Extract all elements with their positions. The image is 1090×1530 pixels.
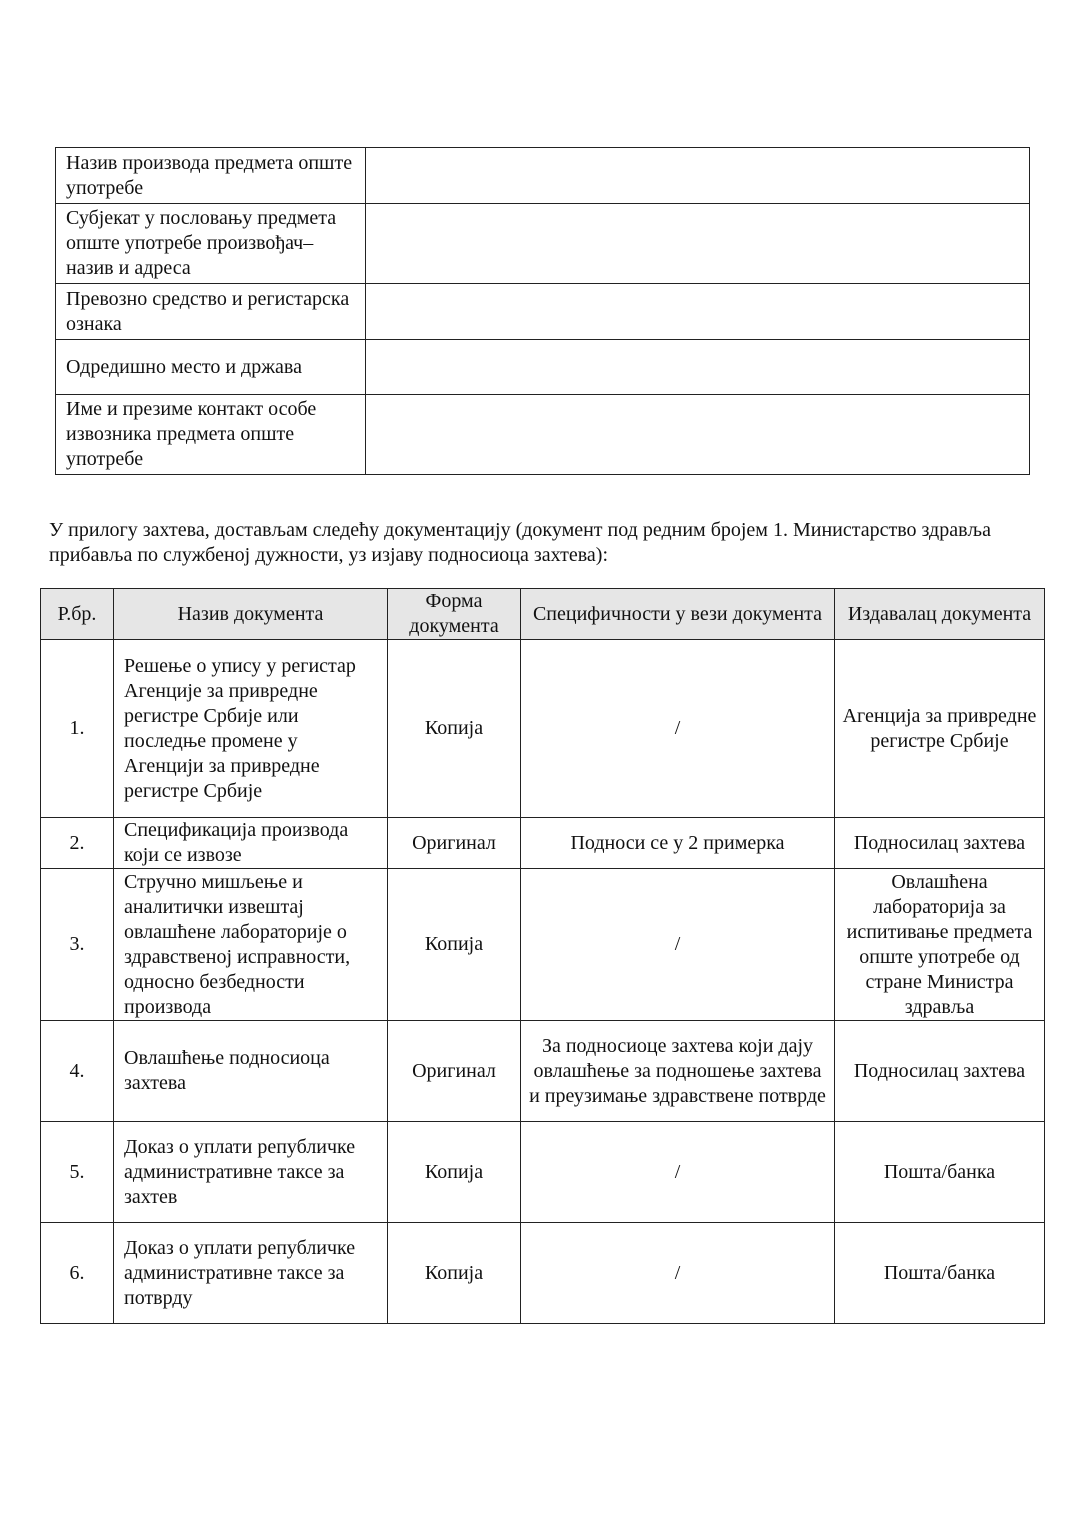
row-specifics: За подносиоце захтева који дају овлашћење за подношење захтева и преузимање здравствене потврде (521, 1021, 835, 1122)
row-issuer: Подносилац захтева (835, 818, 1045, 869)
row-num: 3. (41, 869, 114, 1021)
table-row (41, 640, 1045, 818)
row-document-name: Овлашћење подносиоца захтева (114, 1021, 388, 1122)
form-row-vehicle (56, 284, 1030, 340)
form-row-business-entity (56, 204, 1030, 284)
row-specifics: / (521, 640, 835, 818)
form-field-business-entity[interactable] (366, 204, 1030, 284)
form-row-product-name (56, 148, 1030, 204)
form-label-vehicle: Превозно средство и регистарска ознака (56, 284, 366, 340)
row-specifics: / (521, 1122, 835, 1223)
row-document-name: Доказ о уплати републичке административне таксе за потврду (114, 1223, 388, 1324)
table-row (41, 869, 1045, 1021)
row-issuer: Агенција за привредне регистре Србије (835, 640, 1045, 818)
row-issuer: Пошта/банка (835, 1122, 1045, 1223)
table-header-row (41, 589, 1045, 640)
form-label-product-name: Назив производа предмета опште употребе (56, 148, 366, 204)
documents-table (40, 588, 1045, 1324)
row-num: 6. (41, 1223, 114, 1324)
row-document-name: Спецификација производа који се извозе (114, 818, 388, 869)
row-specifics: / (521, 1223, 835, 1324)
header-issuer: Издавалац документа (835, 589, 1045, 640)
row-document-name: Решење о упису у регистар Агенције за привредне регистре Србије или последње промене у Агенцији за привредне регистре Србије (114, 640, 388, 818)
form-label-contact-person: Име и презиме контакт особе извозника предмета опште употребе (56, 395, 366, 475)
form-field-destination[interactable] (366, 340, 1030, 395)
row-num: 2. (41, 818, 114, 869)
row-issuer: Пошта/банка (835, 1223, 1045, 1324)
row-document-form: Копија (388, 1122, 521, 1223)
header-document-form: Форма документа (388, 589, 521, 640)
header-num: Р.бр. (41, 589, 114, 640)
table-row (41, 1021, 1045, 1122)
row-num: 5. (41, 1122, 114, 1223)
form-field-product-name[interactable] (366, 148, 1030, 204)
table-row (41, 1122, 1045, 1223)
table-row (41, 818, 1045, 869)
form-field-contact-person[interactable] (366, 395, 1030, 475)
row-issuer: Подносилац захтева (835, 1021, 1045, 1122)
form-label-destination: Одредишно место и држава (56, 340, 366, 395)
attachments-intro-paragraph: У прилогу захтева, достављам следећу документацију (документ под редним бројем 1. Министарство здравља прибавља по службеној дужности, уз изјаву подносиоца захтева): (49, 519, 991, 566)
row-document-form: Копија (388, 640, 521, 818)
form-field-vehicle[interactable] (366, 284, 1030, 340)
row-num: 4. (41, 1021, 114, 1122)
row-document-form: Копија (388, 869, 521, 1021)
row-specifics: / (521, 869, 835, 1021)
form-label-business-entity: Субјекат у пословању предмета опште употребе произвођач– назив и адреса (56, 204, 366, 284)
header-document-name: Назив документа (114, 589, 388, 640)
row-document-name: Стручно мишљење и аналитички извештај овлашћене лабораторије о здравственој исправности, односно безбедности производа (114, 869, 388, 1021)
form-row-contact-person (56, 395, 1030, 475)
export-details-form (55, 147, 1030, 475)
form-row-destination (56, 340, 1030, 395)
row-specifics: Подноси се у 2 примерка (521, 818, 835, 869)
row-document-name: Доказ о уплати републичке административне таксе за захтев (114, 1122, 388, 1223)
row-num: 1. (41, 640, 114, 818)
row-issuer: Овлашћена лабораторија за испитивање предмета опште употребе од стране Министра здравља (835, 869, 1045, 1021)
row-document-form: Оригинал (388, 818, 521, 869)
row-document-form: Оригинал (388, 1021, 521, 1122)
header-specifics: Специфичности у вези документа (521, 589, 835, 640)
row-document-form: Копија (388, 1223, 521, 1324)
table-row (41, 1223, 1045, 1324)
